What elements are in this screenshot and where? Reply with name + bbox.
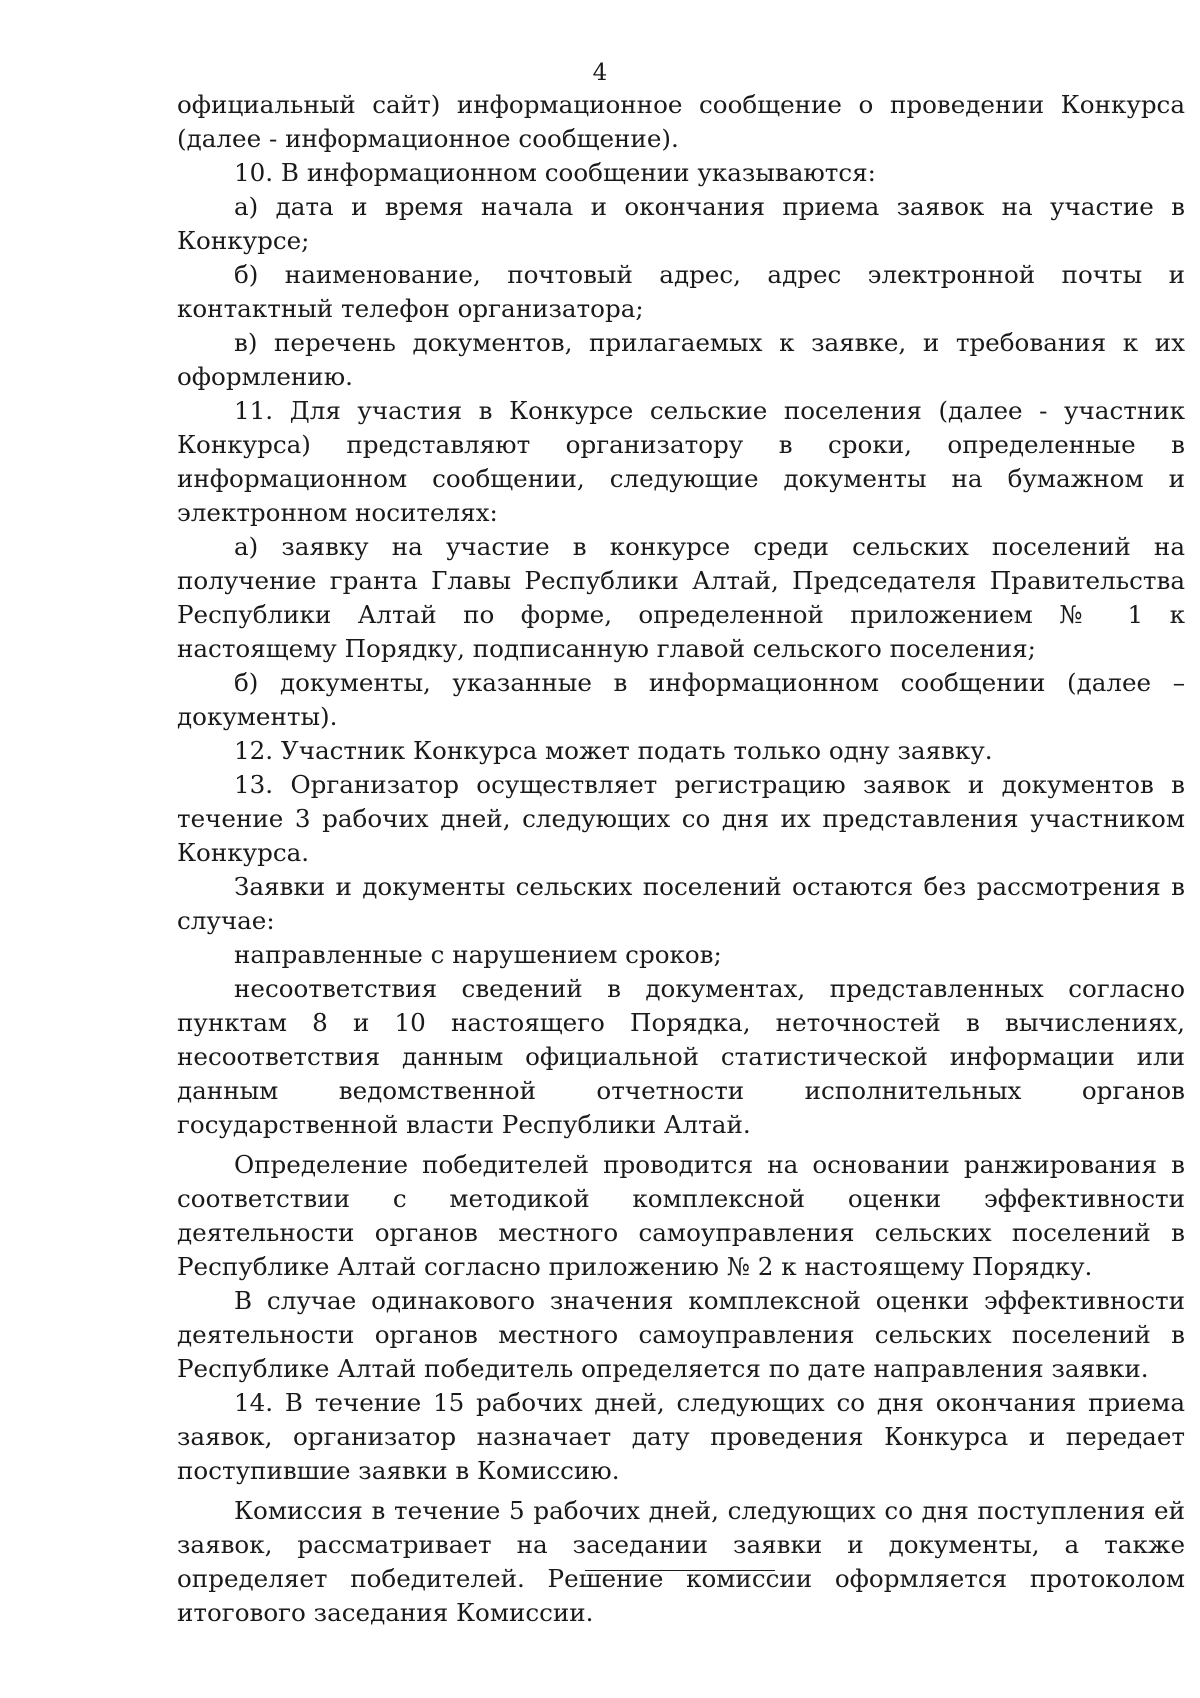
paragraph-continuation: официальный сайт) информационное сообщение о проведении Конкурса (далее - информационное сообщение).: [177, 90, 1185, 153]
paragraph-clause-12: 12. Участник Конкурса может подать только одну заявку.: [234, 736, 993, 765]
paragraph-clause-10-b: б) наименование, почтовый адрес, адрес электронной почты и контактный телефон организатора;: [177, 260, 1185, 323]
paragraph-clause-10-a: а) дата и время начала и окончания приема заявок на участие в Конкурсе;: [177, 192, 1185, 255]
paragraph-rejection-intro: Заявки и документы сельских поселений остаются без рассмотрения в случае:: [177, 872, 1185, 935]
paragraph-commission: Комиссия в течение 5 рабочих дней, следующих со дня поступления ей заявок, рассматривает на заседании заявки и документы, а также определяет победителей. Решение комиссии оформляется протоколом итогового заседания Комиссии.: [177, 1496, 1185, 1627]
closing-rule-divider: [585, 1570, 775, 1571]
paragraph-clause-10: 10. В информационном сообщении указываются:: [234, 158, 876, 187]
paragraph-clause-10-v: в) перечень документов, прилагаемых к заявке, и требования к их оформлению.: [177, 328, 1185, 391]
paragraph-rejection-mismatch: несоответствия сведений в документах, представленных согласно пунктам 8 и 10 настоящего Порядка, неточностей в вычислениях, несоответствия данным официальной статистической информации или данным ведомственной отчетности исполнительных органов государственной власти Республики Алтай.: [177, 974, 1185, 1139]
paragraph-clause-11-b: б) документы, указанные в информационном сообщении (далее – документы).: [177, 668, 1185, 731]
document-body: [177, 88, 1185, 1630]
paragraph-clause-13: 13. Организатор осуществляет регистрацию заявок и документов в течение 3 рабочих дней, следующих со дня их представления участником Конкурса.: [177, 770, 1185, 867]
paragraph-clause-11-a: а) заявку на участие в конкурсе среди сельских поселений на получение гранта Главы Республики Алтай, Председателя Правительства Республики Алтай по форме, определенной приложением № 1 к настоящему Порядку, подписанную главой сельского поселения;: [177, 532, 1185, 663]
paragraph-winner-ranking: Определение победителей проводится на основании ранжирования в соответствии с методикой комплексной оценки эффективности деятельности органов местного самоуправления сельских поселений в Республике Алтай согласно приложению № 2 к настоящему Порядку.: [177, 1150, 1185, 1281]
page-number: 4: [592, 60, 608, 86]
paragraph-clause-14: 14. В течение 15 рабочих дней, следующих со дня окончания приема заявок, организатор назначает дату проведения Конкурса и передает поступившие заявки в Комиссию.: [177, 1388, 1185, 1485]
paragraph-rejection-deadline: направленные с нарушением сроков;: [234, 940, 722, 969]
paragraph-winner-tie: В случае одинакового значения комплексной оценки эффективности деятельности органов местного самоуправления сельских поселений в Республике Алтай победитель определяется по дате направления заявки.: [177, 1286, 1185, 1383]
paragraph-clause-11: 11. Для участия в Конкурсе сельские поселения (далее - участник Конкурса) представляют организатору в сроки, определенные в информационном сообщении, следующие документы на бумажном и электронном носителях:: [177, 396, 1185, 527]
